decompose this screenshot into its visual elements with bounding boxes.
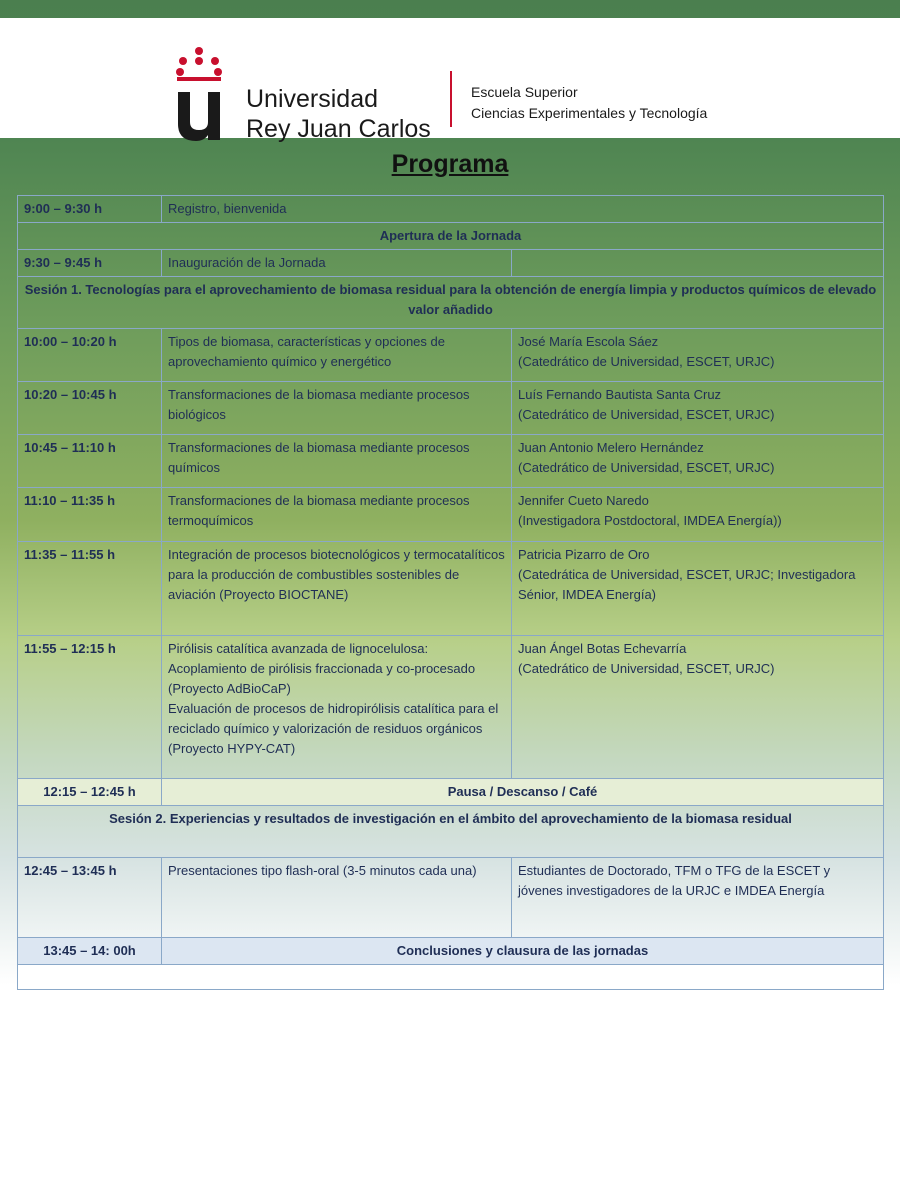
page-title: Programa [391, 150, 509, 178]
university-line-1: Universidad [246, 85, 379, 113]
speaker-role: (Catedrática de Universidad, ESCET, URJC; Investigadora Sénior, IMDEA Energía) [518, 567, 856, 602]
table-row [18, 858, 884, 938]
desc-cell: Transformaciones de la biomasa mediante procesos químicos [162, 435, 512, 488]
table-row [18, 196, 884, 223]
table-row [18, 938, 884, 965]
school-line-2: Ciencias Experimentales y Tecnología [471, 105, 708, 121]
speaker-cell [512, 542, 884, 636]
speaker-cell [512, 636, 884, 779]
university-line-2: Rey Juan Carlos [246, 115, 431, 143]
time-cell: 10:20 – 10:45 h [18, 382, 162, 435]
speaker-name: Juan Ángel Botas Echevarría [518, 641, 687, 656]
desc-cell: Inauguración de la Jornada [162, 250, 512, 277]
time-cell: 9:00 – 9:30 h [18, 196, 162, 223]
speaker-name: Patricia Pizarro de Oro [518, 547, 650, 562]
table-row [18, 382, 884, 435]
desc-cell: Transformaciones de la biomasa mediante procesos biológicos [162, 382, 512, 435]
speaker-cell [512, 250, 884, 277]
table-row [18, 329, 884, 382]
urjc-logo-icon [174, 46, 224, 142]
speaker-cell [512, 329, 884, 382]
time-cell: 13:45 – 14: 00h [18, 938, 162, 965]
time-cell: 11:55 – 12:15 h [18, 636, 162, 779]
speaker-name: Juan Antonio Melero Hernández [518, 440, 704, 455]
speaker-cell: Estudiantes de Doctorado, TFM o TFG de la ESCET y jóvenes investigadores de la URJC e IMDEA Energía [512, 858, 884, 938]
time-cell: 11:10 – 11:35 h [18, 488, 162, 542]
speaker-name: Luís Fernando Bautista Santa Cruz [518, 387, 722, 402]
school-name [471, 82, 707, 124]
table-row [18, 488, 884, 542]
closing-label: Conclusiones y clausura de las jornadas [162, 938, 884, 965]
speaker-cell [512, 435, 884, 488]
desc-cell: Tipos de biomasa, características y opciones de aprovechamiento químico y energético [162, 329, 512, 382]
empty-cell [18, 965, 884, 990]
table-row [18, 806, 884, 858]
desc-cell: Transformaciones de la biomasa mediante procesos termoquímicos [162, 488, 512, 542]
section-heading-apertura: Apertura de la Jornada [18, 223, 884, 250]
section-heading-session-2: Sesión 2. Experiencias y resultados de investigación en el ámbito del aprovechamiento de la biomasa residual [18, 806, 884, 858]
desc-cell [162, 636, 512, 779]
speaker-cell [512, 382, 884, 435]
table-row [18, 223, 884, 250]
time-cell: 12:15 – 12:45 h [18, 779, 162, 806]
table-row [18, 636, 884, 779]
program-table [17, 195, 884, 990]
speaker-cell [512, 488, 884, 542]
section-heading-session-1: Sesión 1. Tecnologías para el aprovechamiento de biomasa residual para la obtención de energía limpia y productos químicos de elevado valor añadido [18, 277, 884, 329]
table-row [18, 965, 884, 990]
speaker-role: (Catedrático de Universidad, ESCET, URJC) [518, 661, 775, 676]
university-name [246, 84, 431, 144]
speaker-name: Jennifer Cueto Naredo [518, 493, 649, 508]
speaker-role: (Catedrático de Universidad, ESCET, URJC) [518, 460, 775, 475]
logo-divider [450, 71, 452, 127]
table-row [18, 779, 884, 806]
desc-cell: Presentaciones tipo flash-oral (3-5 minutos cada una) [162, 858, 512, 938]
time-cell: 11:35 – 11:55 h [18, 542, 162, 636]
desc-cell: Registro, bienvenida [162, 196, 884, 223]
school-line-1: Escuela Superior [471, 84, 578, 100]
pause-label: Pausa / Descanso / Café [162, 779, 884, 806]
desc-cell: Integración de procesos biotecnológicos y termocatalíticos para la producción de combustibles sostenibles de aviación (Proyecto BIOCTANE) [162, 542, 512, 636]
table-row [18, 277, 884, 329]
header-banner [0, 18, 900, 143]
table-row [18, 250, 884, 277]
desc-line-2: Evaluación de procesos de hidropirólisis catalítica para el reciclado químico y valorización de residuos orgánicos (Proyecto HYPY-CAT) [168, 701, 499, 756]
speaker-name: José María Escola Sáez [518, 334, 659, 349]
table-row [18, 542, 884, 636]
time-cell: 9:30 – 9:45 h [18, 250, 162, 277]
time-cell: 10:00 – 10:20 h [18, 329, 162, 382]
speaker-role: (Investigadora Postdoctoral, IMDEA Energía)) [518, 513, 782, 528]
time-cell: 10:45 – 11:10 h [18, 435, 162, 488]
time-cell: 12:45 – 13:45 h [18, 858, 162, 938]
table-row [18, 435, 884, 488]
speaker-role: (Catedrático de Universidad, ESCET, URJC) [518, 354, 775, 369]
desc-line-1: Pirólisis catalítica avanzada de lignocelulosa: Acoplamiento de pirólisis fraccionada y co-procesado (Proyecto AdBioCaP) [168, 641, 476, 696]
speaker-role: (Catedrático de Universidad, ESCET, URJC) [518, 407, 775, 422]
